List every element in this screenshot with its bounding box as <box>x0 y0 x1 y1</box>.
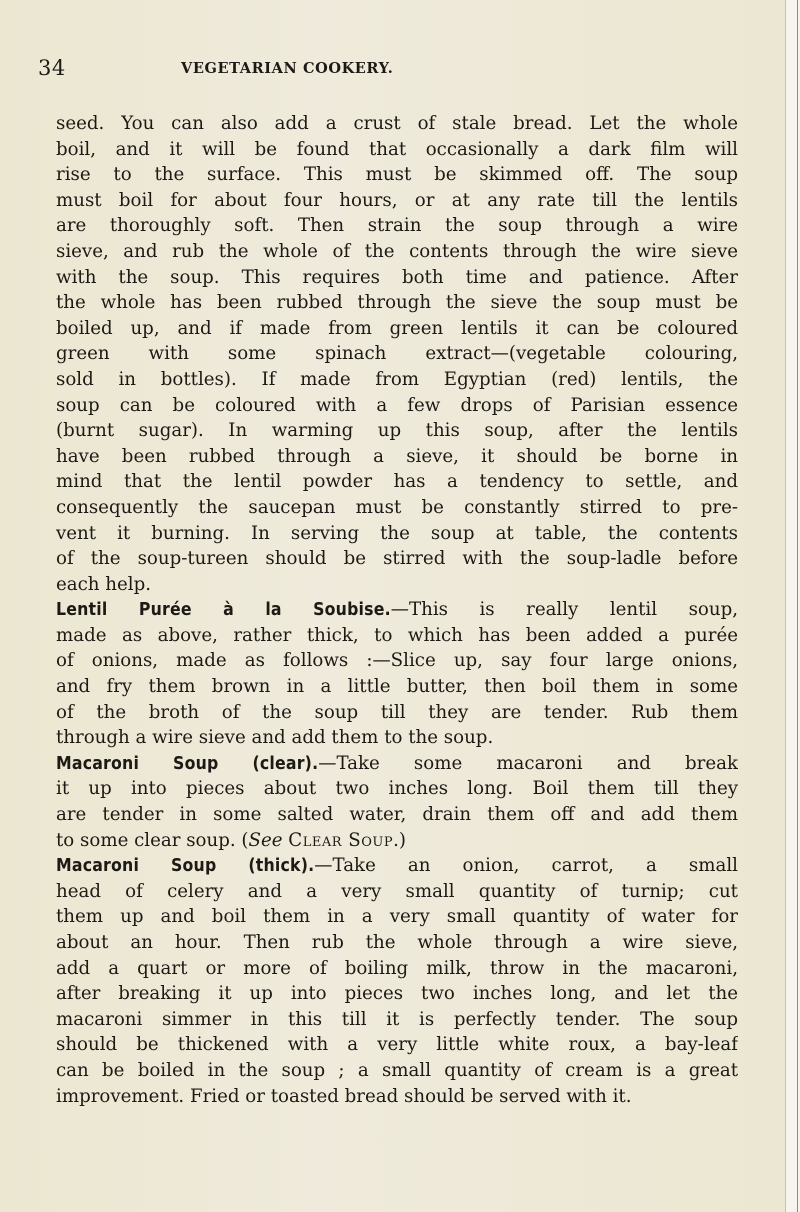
text-line: rise to the surface. This must be skimmed off. The soup <box>56 164 738 186</box>
text-line: mind that the lentil powder has a tendency to settle, and <box>56 471 738 493</box>
text-line: are thoroughly soft. Then strain the soup through a wire <box>56 215 738 237</box>
text-line: are tender in some salted water, drain them off and add them <box>56 804 738 826</box>
text-line <box>56 828 738 854</box>
text-line: green with some spinach extract—(vegetable colouring, <box>56 343 738 365</box>
page-number: 34 <box>38 56 66 80</box>
text-line: have been rubbed through a sieve, it should be borne in <box>56 445 738 467</box>
text-line: soup can be coloured with a few drops of Parisian essence <box>56 394 738 416</box>
text-line: and fry them brown in a little butter, then boil them in some <box>56 676 738 698</box>
recipe-first-line <box>56 751 738 777</box>
text-line: can be boiled in the soup ; a small quantity of cream is a great <box>56 1059 738 1081</box>
text-line: must boil for about four hours, or at any rate till the lentils <box>56 189 738 211</box>
text-line: head of celery and a very small quantity of turnip; cut <box>56 880 738 902</box>
text-line: macaroni simmer in this till it is perfectly tender. The soup <box>56 1008 738 1030</box>
text-line: boil, and it will be found that occasionally a dark film will <box>56 138 738 160</box>
text-line: seed. You can also add a crust of stale bread. Let the whole <box>56 113 738 134</box>
text-line: sold in bottles). If made from Egyptian (red) lentils, the <box>56 368 738 390</box>
text-line: after breaking it up into pieces two inches long, and let the <box>56 983 738 1005</box>
page-header <box>0 56 800 86</box>
cross-reference-see: See <box>248 829 283 851</box>
text-line: of the broth of the soup till they are tender. Rub them <box>56 701 738 723</box>
text-line: them up and boil them in a very small quantity of water for <box>56 906 738 928</box>
recipe-heading: Lentil Purée à la Soubise. <box>56 600 391 621</box>
text-line: vent it burning. In serving the soup at table, the contents <box>56 522 738 544</box>
text-line: about an hour. Then rub the whole through a wire sieve, <box>56 932 738 953</box>
text-line: sieve, and rub the whole of the contents through the wire sieve <box>56 240 738 262</box>
recipe-intro: —Take some macaroni and break <box>318 752 738 774</box>
text-line: it up into pieces about two inches long. Boil them till they <box>56 778 738 800</box>
text-line: made as above, rather thick, to which has been added a purée <box>56 624 738 646</box>
recipe-intro: —Take an onion, carrot, a small <box>314 855 738 877</box>
recipe-heading: Macaroni Soup (thick). <box>56 856 315 877</box>
recipe-heading: Macaroni Soup (clear). <box>56 753 319 774</box>
running-title: VEGETARIAN COOKERY. <box>181 60 394 77</box>
page-edge <box>785 0 800 1212</box>
cross-reference-target: Clear Soup <box>288 829 394 851</box>
recipe-first-line <box>56 597 738 623</box>
text-line: improvement. Fried or toasted bread should be served with it. <box>56 1085 632 1107</box>
text-fragment: .) <box>393 829 407 851</box>
text-line: of onions, made as follows :—Slice up, say four large onions, <box>56 650 738 672</box>
text-line: through a wire sieve and add them to the soup. <box>56 727 494 749</box>
text-line: add a quart or more of boiling milk, throw in the macaroni, <box>56 957 738 979</box>
body-text <box>56 111 738 1109</box>
recipe-first-line <box>56 853 738 879</box>
text-fragment: to some clear soup. ( <box>56 829 249 851</box>
text-line: should be thickened with a very little white roux, a bay-leaf <box>56 1034 738 1056</box>
text-line: of the soup-tureen should be stirred with the soup-ladle before <box>56 548 738 570</box>
text-line: with the soup. This requires both time and patience. After <box>56 266 738 288</box>
text-line: each help. <box>56 573 152 595</box>
text-line: the whole has been rubbed through the sieve the soup must be <box>56 292 738 314</box>
text-line: (burnt sugar). In warming up this soup, after the lentils <box>56 420 738 442</box>
text-line: boiled up, and if made from green lentils it can be coloured <box>56 317 738 339</box>
text-line: consequently the saucepan must be constantly stirred to pre- <box>56 496 738 518</box>
page-edge-line <box>797 0 798 1212</box>
recipe-intro: —This is really lentil soup, <box>390 599 738 621</box>
